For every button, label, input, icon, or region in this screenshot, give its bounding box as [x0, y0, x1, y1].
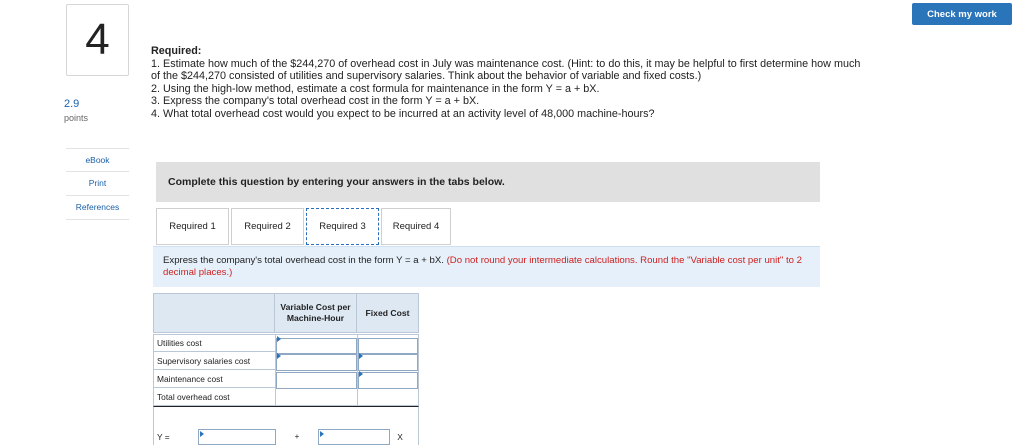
- points-value: 2.9: [64, 98, 80, 110]
- supervisory-variable-cell: [275, 352, 357, 370]
- tab-bar: [156, 208, 453, 245]
- formula-a-cell: [198, 429, 276, 445]
- input-marker-icon: [359, 353, 363, 359]
- prompt-note: (Do not round your intermediate calculations. Round the "Variable cost per unit" to 2 decimal places.): [163, 255, 802, 278]
- maintenance-variable-cell: [275, 370, 357, 388]
- required-item-4: 4. What total overhead cost would you expect to be incurred at an activity level of 48,000 machine-hours?: [151, 107, 655, 120]
- table-spacer: [153, 406, 419, 428]
- sidebar-item-references[interactable]: References: [66, 196, 129, 220]
- table-header-blank: [153, 293, 275, 333]
- table-row: [153, 370, 419, 388]
- input-marker-icon: [277, 336, 281, 342]
- formula-x-label: X: [397, 431, 403, 442]
- table-header: [153, 293, 419, 333]
- sidebar: [66, 148, 129, 220]
- formula-row: [153, 428, 419, 445]
- supervisory-fixed-input[interactable]: [358, 354, 418, 371]
- table-row: [153, 334, 419, 352]
- supervisory-variable-input[interactable]: [276, 354, 357, 371]
- points-label: points: [64, 113, 89, 123]
- row-label-utilities: Utilities cost: [153, 334, 275, 352]
- formula-plus: +: [294, 432, 300, 441]
- required-item-3: 3. Express the company's total overhead cost in the form Y = a + bX.: [151, 95, 480, 108]
- utilities-variable-cell: [275, 334, 357, 352]
- required-item-2: 2. Using the high-low method, estimate a cost formula for maintenance in the form Y = a + bX.: [151, 82, 600, 95]
- input-marker-icon: [277, 353, 281, 359]
- tab-required-2[interactable]: Required 2: [231, 208, 304, 245]
- tab-required-3[interactable]: Required 3: [306, 208, 379, 245]
- sidebar-item-print[interactable]: Print: [66, 172, 129, 196]
- table-row: [153, 388, 419, 406]
- sidebar-item-ebook[interactable]: eBook: [66, 148, 129, 172]
- tab-required-1[interactable]: Required 1: [156, 208, 229, 245]
- row-label-supervisory: Supervisory salaries cost: [153, 352, 275, 370]
- tab-required-4[interactable]: Required 4: [381, 208, 451, 245]
- total-variable-cell: [275, 388, 357, 406]
- input-marker-icon: [320, 431, 324, 437]
- total-fixed-cell: [357, 388, 419, 406]
- input-marker-icon: [359, 371, 363, 377]
- maintenance-fixed-input[interactable]: [358, 372, 418, 389]
- row-label-total: Total overhead cost: [153, 388, 275, 406]
- formula-b-cell: [318, 429, 390, 445]
- supervisory-fixed-cell: [357, 352, 419, 370]
- required-title: Required:: [151, 45, 202, 57]
- maintenance-variable-input[interactable]: [276, 372, 357, 389]
- maintenance-fixed-cell: [357, 370, 419, 388]
- col-variable-cost: Variable Cost per Machine-Hour: [275, 293, 357, 333]
- required-item-1: 1. Estimate how much of the $244,270 of overhead cost in July was maintenance cost. (Hint: to do this, it may be helpful to first determine how much of the $244,270 consisted of utilities and supervisory salaries. Think about the behavior of variable and fixed costs.): [151, 57, 861, 83]
- check-my-work-button[interactable]: Check my work: [912, 3, 1012, 25]
- formula-a-input[interactable]: [199, 430, 275, 444]
- input-marker-icon: [200, 431, 204, 437]
- formula-y-label: Y =: [157, 431, 170, 442]
- row-label-maintenance: Maintenance cost: [153, 370, 275, 388]
- col-fixed-cost: Fixed Cost: [357, 293, 419, 333]
- table-row: [153, 352, 419, 370]
- formula-b-input[interactable]: [319, 430, 389, 444]
- instructions-banner: Complete this question by entering your answers in the tabs below.: [156, 162, 820, 202]
- utilities-fixed-cell: [357, 334, 419, 352]
- prompt-text: Express the company's total overhead cost in the form Y = a + bX.: [163, 255, 444, 266]
- question-prompt: [153, 246, 820, 287]
- question-number: 4: [66, 4, 129, 76]
- required-section: [151, 45, 871, 121]
- answer-table: [153, 293, 419, 445]
